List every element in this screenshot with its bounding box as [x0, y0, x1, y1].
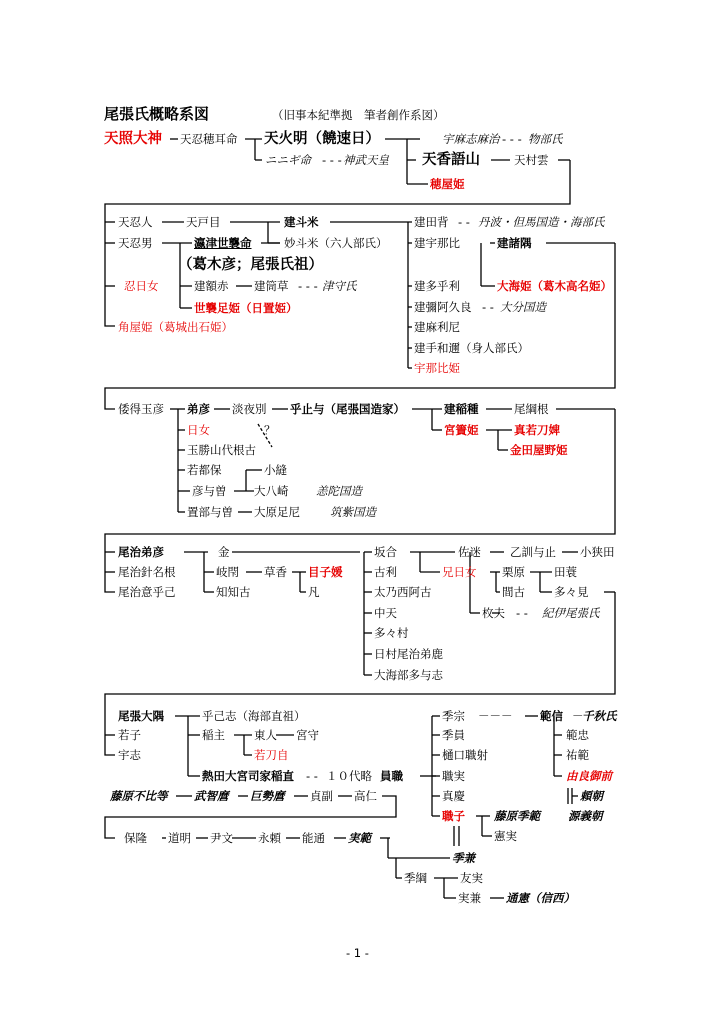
person-wakako: 若子	[118, 728, 141, 742]
person-amabe: 大海部多与志	[374, 668, 443, 682]
clan-oita: 大分国造	[500, 300, 546, 314]
person-eirai: 永頼	[258, 831, 281, 845]
person-tomozane: 友実	[460, 871, 483, 885]
person-takeinadane: 建稲種	[444, 402, 479, 416]
person-myoto: 妙斗米（六人部氏）	[284, 236, 388, 250]
clan-mononobe: 物部氏	[528, 132, 563, 146]
person-oamine: 尾綱根	[514, 402, 549, 416]
person-inenushi: 稲主	[202, 728, 225, 742]
person-kin: 金	[218, 545, 230, 559]
person-kosakada: 小狭田	[580, 545, 615, 559]
person-oyasaki: 大八崎	[254, 484, 289, 498]
person-amaterasu: 天照大神	[104, 131, 162, 147]
person-kosemaro: 巨勢麿	[250, 789, 285, 803]
person-koso: 小縫	[264, 463, 287, 477]
document-subtitle: （旧事本紀準拠 筆者創作系図）	[272, 108, 445, 122]
person-mawakato: 真若刀婢	[514, 423, 560, 437]
person-sadaki: 貞副	[310, 789, 333, 803]
person-wakatoji: 若刀自	[254, 748, 289, 762]
person-ninigi: ニニギ命	[265, 153, 311, 167]
person-amenooshio: 天忍男	[118, 236, 153, 250]
person-yoshimichi: 能通	[302, 831, 325, 845]
person-awaji: 淡夜別	[232, 402, 267, 416]
person-imbun: 尹文	[210, 831, 233, 845]
person-uji: 宇志	[118, 748, 141, 762]
person-suesada: 季員	[442, 728, 465, 742]
person-kori: 古利	[374, 565, 397, 579]
clan-hidaka: 恙陀国造	[316, 484, 362, 498]
note-juudai: １０代略	[326, 769, 372, 783]
person-sameyoi: 佐迷	[458, 545, 481, 559]
person-tachiniko: 太乃西阿古	[374, 585, 432, 599]
person-kazumoto: 員職	[380, 769, 403, 783]
person-amanomurakumo: 天村雲	[514, 153, 549, 167]
person-sanenori: 実範	[348, 831, 371, 845]
person-suetsuna: 季綱	[404, 871, 427, 885]
person-higuchi: 樋口職射	[442, 748, 488, 762]
person-mekohime: 目子媛	[308, 565, 343, 579]
person-amemehime: 兄日女	[442, 565, 477, 579]
person-takagi: 田蓑	[554, 565, 577, 579]
person-himuraowaritohiko: 日村尾治弟鹿	[374, 647, 443, 661]
note-katsuragi: （葛木彦；尾張氏祖）	[178, 257, 323, 273]
person-tsunoyahime: 角屋姫（葛城出石姫）	[118, 320, 233, 334]
person-sanekane: 実兼	[458, 891, 481, 905]
dashes-4a: －－－	[478, 709, 513, 723]
person-kuruhara: 栗原	[502, 565, 525, 579]
person-owarihaketsu: 尾治針名根	[118, 565, 176, 579]
person-shokujitsu: 職実	[442, 769, 465, 783]
person-jinmu: 神武天皇	[343, 153, 389, 167]
person-taketsutsukusa: 建筒草	[254, 279, 289, 293]
person-makoto: 間古	[502, 585, 525, 599]
person-yosotarashihime: 世襲足姫（日置姫）	[194, 301, 298, 315]
person-norinobu: 範信	[540, 709, 563, 723]
person-otokuniyoshi: 乙訓与止	[510, 545, 556, 559]
dots-3a: - -	[516, 606, 528, 620]
clan-tsukuba: 筑紫国造	[330, 505, 376, 519]
person-miyamori: 宮守	[296, 728, 319, 742]
person-suekane: 季兼	[452, 851, 475, 865]
dots-1c: - -	[482, 300, 494, 314]
person-shokushi: 職子	[442, 809, 465, 823]
person-unahime: 宇那比姫	[414, 361, 460, 375]
person-honoakari: 天火明（饒速日）	[264, 131, 380, 147]
person-oshiho: 天忍穂耳命	[180, 132, 238, 146]
clan-kii: 紀伊尾張氏	[542, 606, 600, 620]
person-masanori: 真慶	[442, 789, 465, 803]
person-wakatsuho: 若都保	[187, 463, 222, 477]
clan-tsumori: 津守氏	[322, 279, 357, 293]
person-kaguyama: 天香語山	[422, 152, 480, 168]
person-taketewake: 建手和邇（身人部氏）	[414, 341, 529, 355]
person-nakaame: 中天	[374, 606, 397, 620]
person-tatami: 多々見	[554, 585, 589, 599]
clan-tanba: 丹波・但馬国造・海部氏	[478, 215, 605, 229]
document-title: 尾張氏概略系図	[104, 105, 210, 123]
person-okibeyoso: 置部与曽	[187, 505, 233, 519]
person-hoyahime: 穂屋姫	[430, 177, 465, 191]
person-umashimaji: 宇麻志麻治	[442, 132, 500, 146]
person-buchimaro: 武智麿	[194, 789, 229, 803]
person-fujiwara-fuhito: 藤原不比等	[110, 789, 168, 803]
person-tamakatsu: 玉勝山代根古	[187, 443, 256, 457]
clan-chiaki: 千秋氏	[582, 709, 617, 723]
person-atsuta: 熱田大宮司家稲直	[202, 769, 294, 783]
person-takahito: 高仁	[354, 789, 377, 803]
person-ohara: 大原足尼	[254, 505, 300, 519]
person-takemoro: 建諸隅	[497, 236, 532, 250]
person-fujiwara-suenori: 藤原季範	[494, 809, 540, 823]
person-takeotomo: 建多乎利	[414, 279, 460, 293]
person-hoon: 保隆	[124, 831, 147, 845]
person-hikoyaso: 彦与曽	[192, 484, 227, 498]
person-sakaai: 坂合	[374, 545, 397, 559]
person-owariohogetsu: 尾治意乎己	[118, 585, 176, 599]
person-kanadahime: 金田屋野姫	[510, 443, 568, 457]
person-yoritomo: 頼朝	[580, 789, 603, 803]
person-takeunahi: 建宇那比	[414, 236, 460, 250]
person-michiaki: 道明	[168, 831, 191, 845]
person-oshiahime: 大海姫（葛木高名姫）	[497, 279, 612, 293]
person-amenotobe: 天戸目	[186, 215, 221, 229]
question-mark: ？	[264, 423, 276, 437]
person-owari-otohiko: 尾治弟彦	[118, 545, 164, 559]
person-yosotarashi: 瀛津世襲命	[194, 236, 252, 250]
person-tatamura: 多々村	[374, 626, 409, 640]
dots-0b: - - -	[322, 153, 342, 167]
person-takemari: 建麻利尼	[414, 320, 460, 334]
person-kusaka: 草香	[264, 565, 287, 579]
page-number: - 1 -	[346, 946, 369, 960]
person-sueharu: 季宗	[442, 709, 465, 723]
person-tsuken: 通憲（信西）	[506, 891, 575, 905]
person-yurahime: 由良御前	[566, 769, 612, 783]
dots-0a: - - -	[502, 132, 522, 146]
person-takedase: 建田背	[414, 215, 449, 229]
dots-1b: - - -	[298, 279, 318, 293]
person-amenooshihito: 天忍人	[118, 215, 153, 229]
person-kishimon: 岐閇	[216, 565, 239, 579]
person-minamoto-yoshitomo: 源義朝	[568, 809, 603, 823]
person-oshihime: 忍日女	[124, 279, 159, 293]
dots-4c: - -	[306, 769, 318, 783]
person-tadakata: 憲実	[494, 829, 517, 843]
person-sukenori: 祐範	[566, 748, 589, 762]
person-norita: 範忠	[566, 728, 589, 742]
person-takeyone: 建斗米	[284, 215, 319, 229]
person-bon: 凡	[308, 585, 320, 599]
person-yamatoe: 倭得玉彦	[118, 402, 164, 416]
dash-4b: －	[572, 709, 584, 723]
person-otohiko: 弟彦	[187, 402, 210, 416]
person-yokiji: 乎己志（海部直祖）	[202, 709, 306, 723]
person-miyazuhime: 宮簀姫	[444, 423, 479, 437]
person-hime: 日女	[187, 423, 210, 437]
person-ochiyo: 乎止与（尾張国造家）	[290, 402, 405, 416]
person-chichiko: 知知古	[216, 585, 251, 599]
person-owari-osumi: 尾張大隅	[118, 709, 164, 723]
person-azumahito: 東人	[254, 728, 277, 742]
person-takenukaka: 建額赤	[194, 279, 229, 293]
person-takemimikakuniku: 建彌阿久良	[414, 300, 472, 314]
dots-1a: - -	[458, 215, 470, 229]
person-ebu: 枚夫	[482, 606, 505, 620]
